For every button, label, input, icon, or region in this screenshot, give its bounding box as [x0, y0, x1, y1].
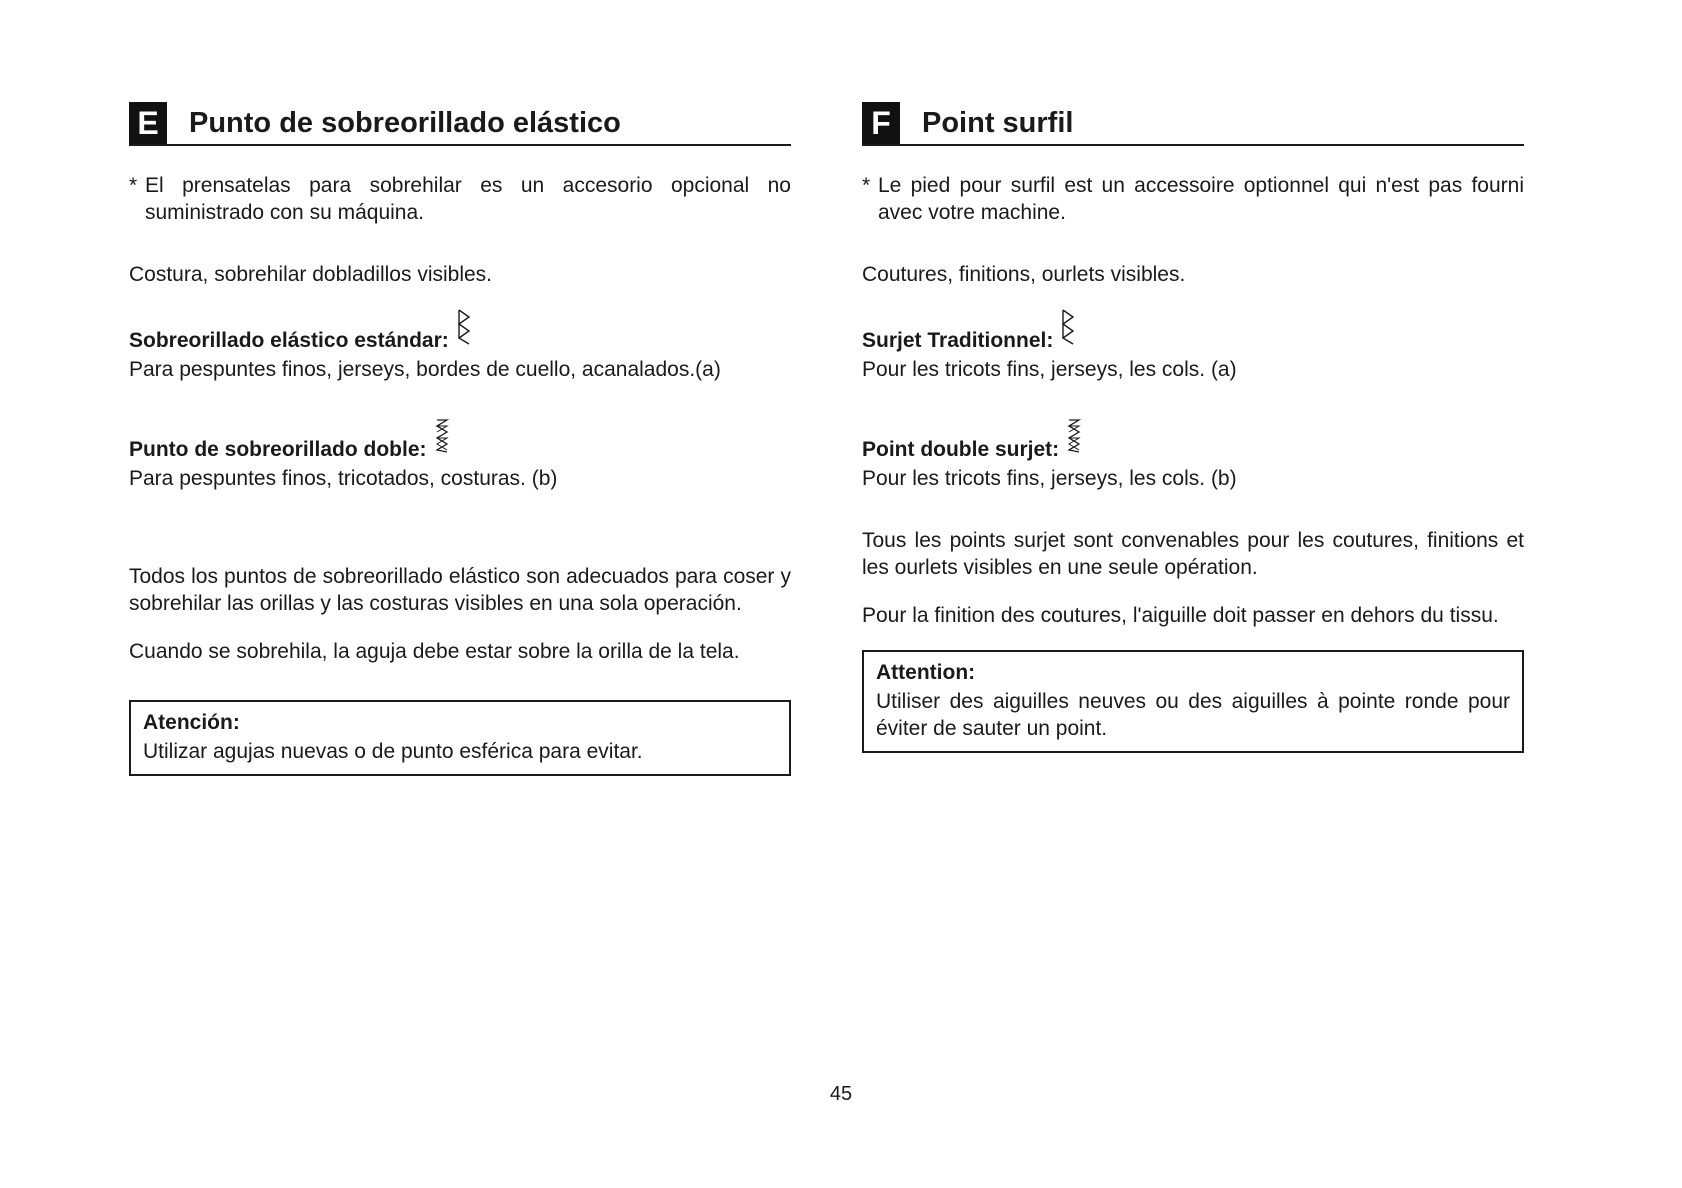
attention-text-fr: Utiliser des aiguilles neuves ou des aiguilles à pointe ronde pour éviter de sauter un point.	[876, 690, 1510, 740]
attention-title-es: Atención:	[143, 711, 240, 734]
stitch-standard-heading-es	[129, 309, 791, 356]
stitch-standard-text-es: Para pespuntes finos, jerseys, bordes de cuello, acanalados.(a)	[129, 358, 721, 381]
section-header-fr	[862, 100, 1524, 146]
spanish-column	[129, 100, 791, 776]
attention-box-fr	[862, 650, 1524, 753]
section-header-es	[129, 100, 791, 146]
stitch-double-label-fr: Point double surjet:	[862, 438, 1060, 461]
needle-position-text-fr: Pour la finition des coutures, l'aiguille doit passer en dehors du tissu.	[862, 604, 1499, 627]
accessory-note-fr	[862, 172, 1524, 226]
section-title-fr: Point surfil	[922, 107, 1074, 139]
intro-text-fr: Coutures, finitions, ourlets visibles.	[862, 263, 1186, 286]
accessory-note-es	[129, 172, 791, 226]
page-number: 45	[829, 1083, 853, 1105]
stitch-double-text-fr: Pour les tricots fins, jerseys, les cols. (b)	[862, 467, 1237, 490]
stitch-standard-label-fr: Surjet Traditionnel:	[862, 329, 1054, 352]
french-column	[862, 100, 1524, 753]
language-badge-fr: F	[862, 102, 900, 144]
intro-text-es: Costura, sobrehilar dobladillos visibles.	[129, 263, 493, 286]
language-badge-es: E	[129, 102, 167, 144]
stitch-double-text-es: Para pespuntes finos, tricotados, costuras. (b)	[129, 467, 558, 490]
all-stitches-text-es: Todos los puntos de sobreorillado elástico son adecuados para coser y sobrehilar las orillas y las costuras visibles en una sola operación.	[129, 565, 791, 615]
needle-position-text-es: Cuando se sobrehila, la aguja debe estar sobre la orilla de la tela.	[129, 640, 740, 663]
note-marker-es: *	[129, 174, 138, 197]
stitch-standard-text-fr: Pour les tricots fins, jerseys, les cols. (a)	[862, 358, 1237, 381]
attention-title-fr: Attention:	[876, 661, 976, 684]
double-overlock-stitch-icon	[435, 418, 449, 463]
stitch-double-heading-fr	[862, 418, 1524, 465]
attention-box-es	[129, 700, 791, 776]
note-text-es: El prensatelas para sobrehilar es un accesorio opcional no suministrado con su máquina.	[145, 174, 791, 224]
overlock-stitch-icon	[1061, 309, 1075, 354]
overlock-stitch-icon	[457, 309, 471, 354]
all-stitches-text-fr: Tous les points surjet sont convenables pour les coutures, finitions et les ourlets visibles en une seule opération.	[862, 529, 1524, 579]
note-text-fr: Le pied pour surfil est un accessoire optionnel qui n'est pas fourni avec votre machine.	[878, 174, 1524, 224]
stitch-standard-label-es: Sobreorillado elástico estándar:	[129, 329, 449, 352]
stitch-standard-heading-fr	[862, 309, 1524, 356]
stitch-double-heading-es	[129, 418, 791, 465]
double-overlock-stitch-icon	[1067, 418, 1081, 463]
section-title-es: Punto de sobreorillado elástico	[189, 107, 621, 139]
note-marker-fr: *	[862, 174, 871, 197]
stitch-double-label-es: Punto de sobreorillado doble:	[129, 438, 427, 461]
attention-text-es: Utilizar agujas nuevas o de punto esférica para evitar.	[143, 740, 643, 763]
